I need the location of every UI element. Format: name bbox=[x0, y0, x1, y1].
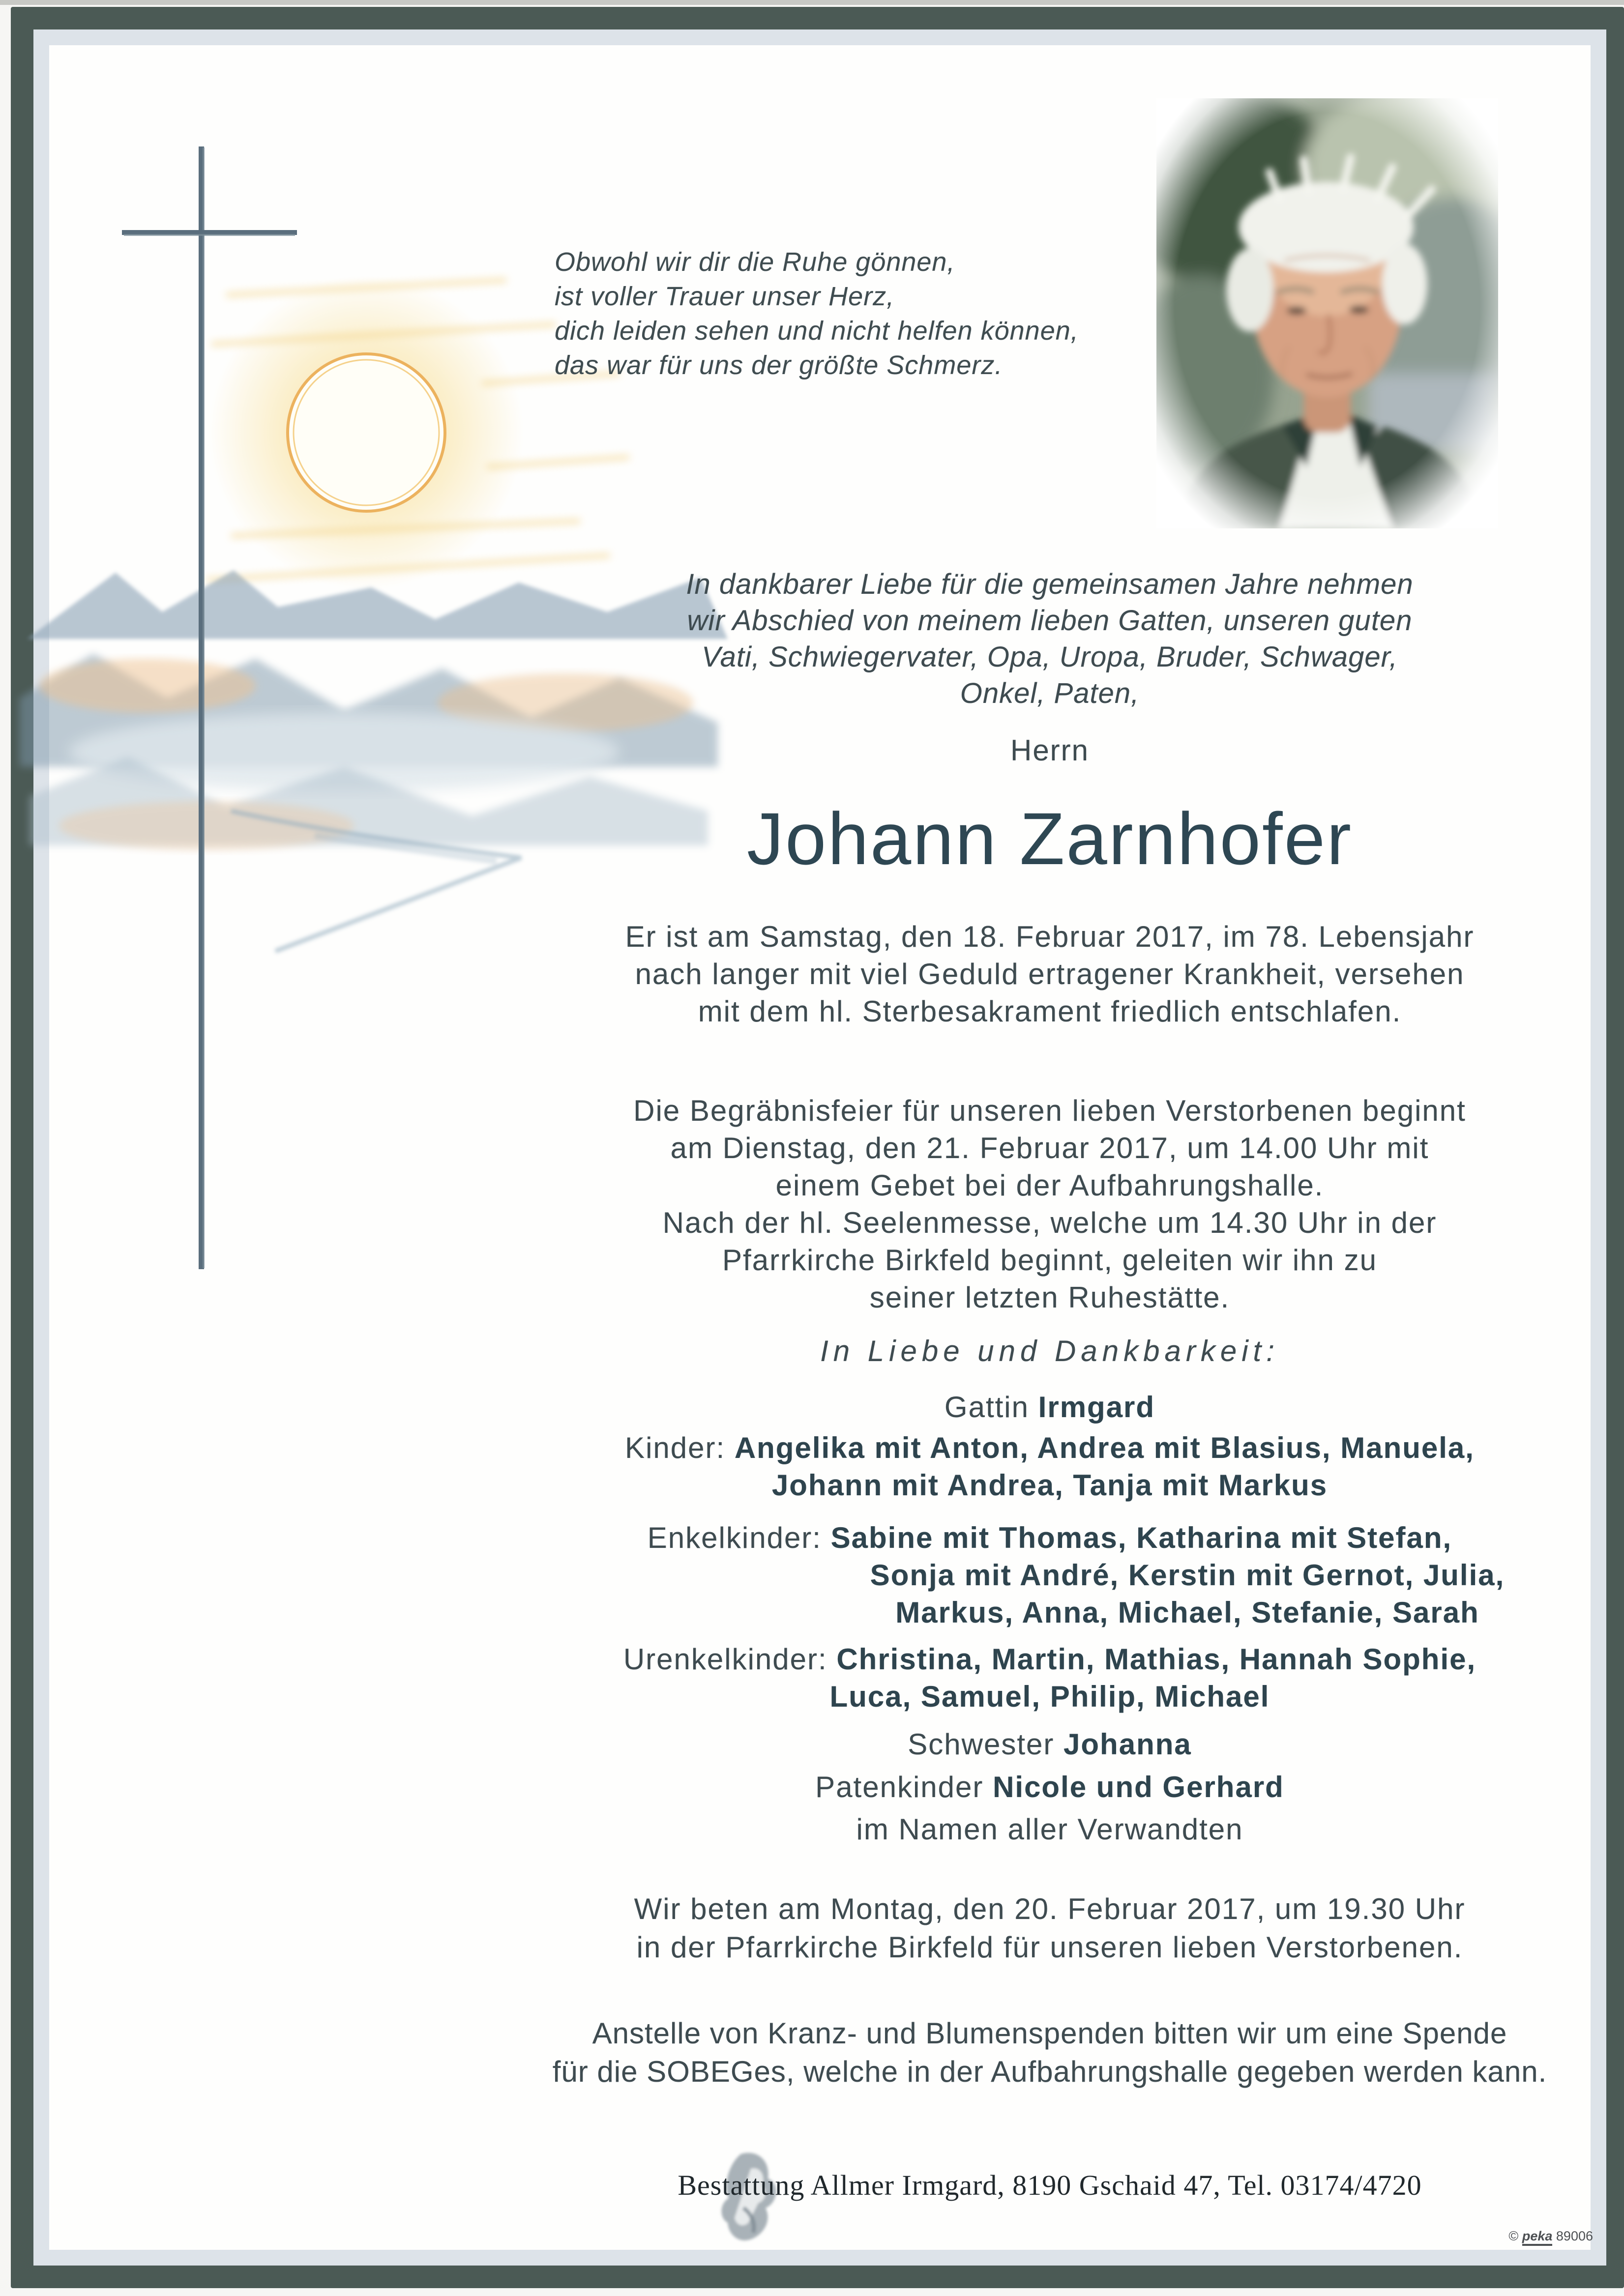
family-label: Kinder: bbox=[625, 1431, 735, 1464]
family-names: Luca, Samuel, Philip, Michael bbox=[829, 1680, 1270, 1713]
printer-number: 89006 bbox=[1556, 2229, 1593, 2243]
family-label: Patenkinder bbox=[815, 1771, 993, 1803]
funeral-line: einem Gebet bei der Aufbahrungshalle. bbox=[775, 1169, 1324, 1202]
poem-line: Obwohl wir dir die Ruhe gönnen, bbox=[555, 247, 955, 277]
intro-line: Onkel, Paten, bbox=[960, 677, 1140, 709]
memorial-poem bbox=[555, 245, 1243, 382]
family-names: Sabine mit Thomas, Katharina mit Stefan, bbox=[830, 1521, 1452, 1554]
poem-line: ist voller Trauer unser Herz, bbox=[555, 282, 895, 311]
deceased-name: Johann Zarnhofer bbox=[746, 797, 1353, 880]
family-line-enkelkinder-3 bbox=[514, 1596, 1624, 1631]
farewell-intro bbox=[514, 566, 1586, 712]
family-line-patenkinder bbox=[514, 1770, 1586, 1805]
death-notice-line: mit dem hl. Sterbesakrament friedlich entschlafen. bbox=[698, 995, 1402, 1028]
family-label: Gattin bbox=[944, 1391, 1038, 1424]
funeral-line: Pfarrkirche Birkfeld beginnt, geleiten wir ihn zu bbox=[722, 1244, 1377, 1277]
family-line-urenkelkinder bbox=[514, 1642, 1586, 1678]
family-line-kinder bbox=[514, 1431, 1586, 1466]
prayer-notice bbox=[514, 1890, 1586, 1967]
family-label: im Namen aller Verwandten bbox=[856, 1813, 1243, 1846]
printer-mark bbox=[1396, 2229, 1593, 2244]
funeral-line: am Dienstag, den 21. Februar 2017, um 14.00 Uhr mit bbox=[670, 1132, 1429, 1164]
prayer-line: Wir beten am Montag, den 20. Februar 2017, um 19.30 Uhr bbox=[634, 1892, 1466, 1925]
family-line-urenkelkinder-2 bbox=[514, 1680, 1586, 1715]
funeral-details bbox=[514, 1092, 1586, 1316]
printer-brand: peka bbox=[1522, 2229, 1553, 2246]
family-names: Christina, Martin, Mathias, Hannah Sophie, bbox=[836, 1643, 1476, 1676]
family-names: Markus, Anna, Michael, Stefanie, Sarah bbox=[895, 1596, 1479, 1629]
family-names: Johanna bbox=[1063, 1728, 1192, 1761]
family-label: Urenkelkinder: bbox=[623, 1643, 837, 1676]
family-line-enkelkinder bbox=[514, 1521, 1586, 1556]
family-line-kinder-2 bbox=[514, 1468, 1586, 1504]
intro-line: In dankbarer Liebe für die gemeinsamen Jahre nehmen bbox=[686, 568, 1414, 600]
funeral-line: Nach der hl. Seelenmesse, welche um 14.30 Uhr in der bbox=[662, 1206, 1437, 1239]
funeral-line: seiner letzten Ruhestätte. bbox=[869, 1281, 1230, 1314]
family-names: Johann mit Andrea, Tanja mit Markus bbox=[771, 1469, 1328, 1502]
family-line-schwester bbox=[514, 1727, 1586, 1763]
death-notice bbox=[514, 918, 1586, 1030]
poem-line: dich leiden sehen und nicht helfen können, bbox=[555, 316, 1079, 346]
sun-icon bbox=[288, 354, 445, 511]
death-notice-line: Er ist am Samstag, den 18. Februar 2017, im 78. Lebensjahr bbox=[625, 920, 1475, 953]
death-notice-line: nach langer mit viel Geduld ertragener Krankheit, versehen bbox=[635, 958, 1465, 990]
family-names: Irmgard bbox=[1038, 1391, 1155, 1424]
donation-notice bbox=[514, 2014, 1586, 2091]
prayer-line: in der Pfarrkirche Birkfeld für unseren lieben Verstorbenen. bbox=[636, 1931, 1463, 1964]
closing-heading: In Liebe und Dankbarkeit: bbox=[820, 1335, 1279, 1367]
family-names: Sonja mit André, Kerstin mit Gernot, Julia, bbox=[870, 1559, 1505, 1592]
funeral-home-info: Bestattung Allmer Irmgard, 8190 Gschaid 47, Tel. 03174/4720 bbox=[678, 2169, 1422, 2201]
donation-line: für die SOBEGes, welche in der Aufbahrungshalle gegeben werden kann. bbox=[552, 2055, 1547, 2088]
family-names: Nicole und Gerhard bbox=[993, 1771, 1284, 1803]
poem-line: das war für uns der größte Schmerz. bbox=[555, 350, 1003, 380]
funeral-line: Die Begräbnisfeier für unseren lieben Verstorbenen beginnt bbox=[633, 1094, 1466, 1127]
copyright-icon: © bbox=[1508, 2229, 1519, 2243]
intro-line: wir Abschied von meinem lieben Gatten, unseren guten bbox=[687, 605, 1413, 637]
family-line-gattin bbox=[514, 1390, 1586, 1425]
family-line-verwandte bbox=[514, 1812, 1586, 1848]
family-line-enkelkinder-2 bbox=[514, 1558, 1624, 1594]
family-label: Schwester bbox=[908, 1728, 1064, 1761]
intro-line: Vati, Schwiegervater, Opa, Uropa, Bruder, Schwager, bbox=[702, 641, 1398, 673]
donation-line: Anstelle von Kranz- und Blumenspenden bitten wir um eine Spende bbox=[592, 2017, 1507, 2050]
salutation: Herrn bbox=[1010, 734, 1090, 767]
family-label: Enkelkinder: bbox=[647, 1521, 831, 1554]
family-names: Angelika mit Anton, Andrea mit Blasius, Manuela, bbox=[734, 1431, 1475, 1464]
